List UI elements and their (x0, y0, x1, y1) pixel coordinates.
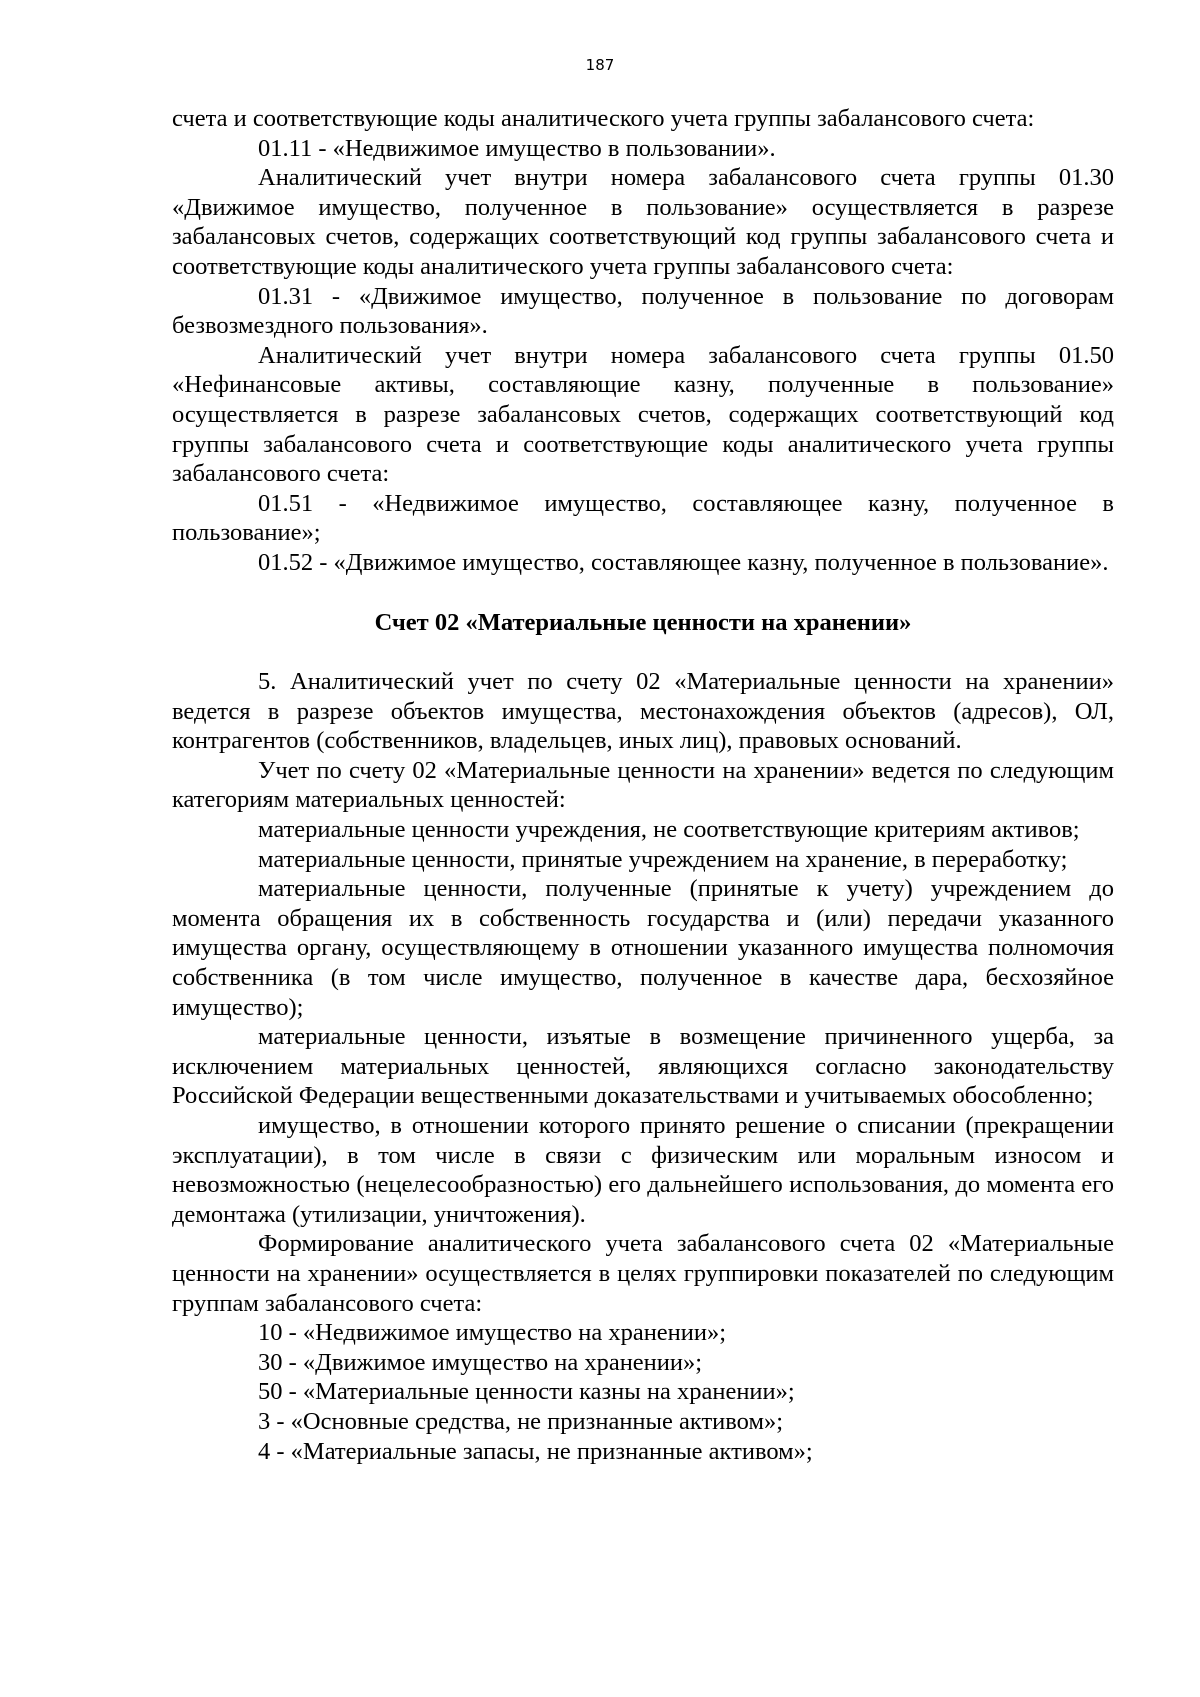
paragraph: Учет по счету 02 «Материальные ценности на хранении» ведется по следующим категориям материальных ценностей: (172, 756, 1114, 814)
paragraph: Аналитический учет внутри номера забалансового счета группы 01.50 «Нефинансовые активы, составляющие казну, полученные в пользование» осуществляется в разрезе забалансовых счетов, содержащих соответствующий код группы забалансового счета и соответствующие коды аналитического учета группы забалансового счета: (172, 341, 1114, 488)
paragraph: 01.11 - «Недвижимое имущество в пользовании». (258, 134, 776, 162)
paragraph: счета и соответствующие коды аналитического учета группы забалансового счета: (172, 105, 1035, 132)
list-item: 10 - «Недвижимое имущество на хранении»; (258, 1319, 727, 1347)
paragraph: 01.31 - «Движимое имущество, полученное в пользование по договорам безвозмездного пользования». (172, 282, 1114, 340)
paragraph: Аналитический учет внутри номера забалансового счета группы 01.30 «Движимое имущество, полученное в пользование» осуществляется в разрезе забалансовых счетов, содержащих соответствующий код группы забалансового счета и соответствующие коды аналитического учета группы забалансового счета: (172, 164, 1114, 280)
list-item: 3 - «Основные средства, не признанные активом»; (258, 1407, 784, 1435)
section-heading: Счет 02 «Материальные ценности на хранении» (374, 608, 912, 636)
paragraph: 01.52 - «Движимое имущество, составляющее казну, полученное в пользование». (258, 548, 1109, 576)
list-item: материальные ценности, принятые учреждением на хранение, в переработку; (258, 845, 1068, 873)
document-body (172, 104, 1114, 1466)
paragraph: Формирование аналитического учета забалансового счета 02 «Материальные ценности на хранении» осуществляется в целях группировки показателей по следующим группам забалансового счета: (172, 1230, 1114, 1317)
paragraph: 01.51 - «Недвижимое имущество, составляющее казну, полученное в пользование»; (172, 489, 1114, 547)
page-number: 187 (585, 56, 615, 74)
list-item: материальные ценности, полученные (принятые к учету) учреждением до момента обращения их в собственность государства и (или) передачи указанного имущества органу, осуществляющему в отношении указанного имущества полномочия собственника (в том числе имущество, полученное в качестве дара, бесхозяйное имущество); (172, 875, 1114, 1021)
paragraph: 5. Аналитический учет по счету 02 «Материальные ценности на хранении» ведется в разрезе объектов имущества, местонахождения объектов (адресов), ОЛ, контрагентов (собственников, владельцев, иных лиц), правовых оснований. (172, 668, 1114, 755)
list-item: имущество, в отношении которого принято решение о списании (прекращении эксплуатации), в том числе в связи с физическим или моральным износом и невозможностью (нецелесообразностью) его дальнейшего использования, до момента его демонтажа (утилизации, уничтожения). (172, 1112, 1114, 1228)
list-item: 4 - «Материальные запасы, не признанные активом»; (258, 1437, 813, 1465)
list-item: 30 - «Движимое имущество на хранении»; (258, 1348, 703, 1376)
list-item: материальные ценности учреждения, не соответствующие критериям активов; (258, 816, 1080, 844)
list-item: 50 - «Материальные ценности казны на хранении»; (258, 1378, 795, 1406)
list-item: материальные ценности, изъятые в возмещение причиненного ущерба, за исключением материальных ценностей, являющихся согласно законодательству Российской Федерации вещественными доказательствами и учитываемых обособленно; (172, 1023, 1114, 1110)
